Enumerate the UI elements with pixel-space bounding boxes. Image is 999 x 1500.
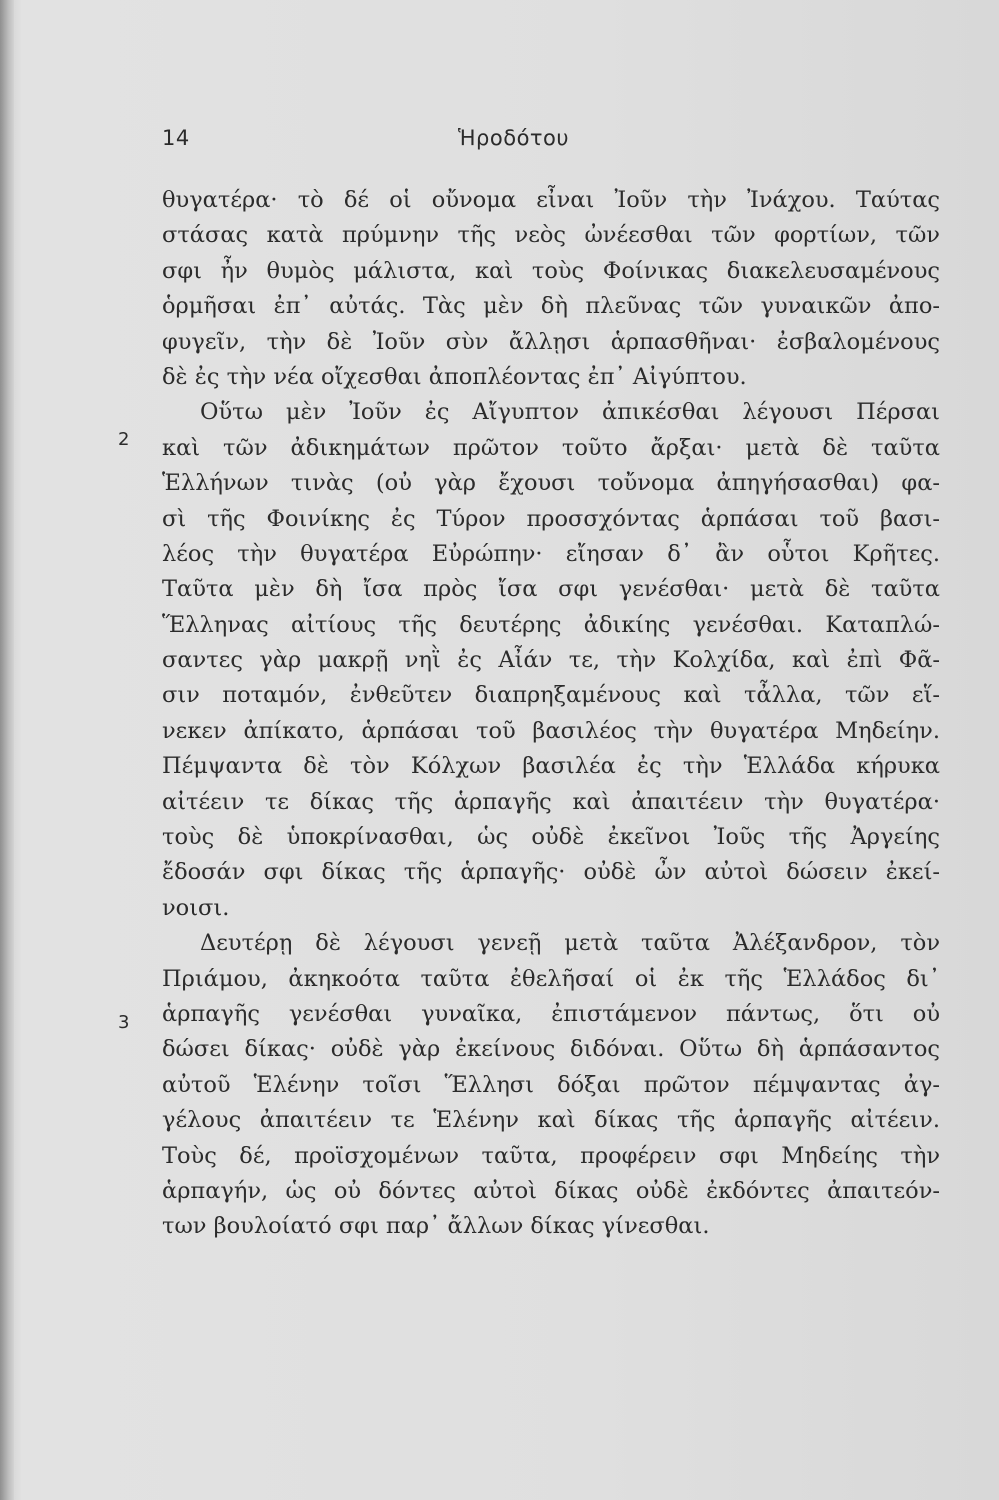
text-line: νεκεν ἀπίκατο, ἁρπάσαι τοῦ βασιλέος τὴν θυγατέρα Μηδείην. <box>162 717 940 744</box>
text-line: αὐτοῦ Ἑλένην τοῖσι Ἕλλησι δόξαι πρῶτον πέμψαντας ἀγ- <box>162 1071 940 1098</box>
text-line: θυγατέρα· τὸ δέ οἱ οὔνομα εἶναι Ἰοῦν τὴν Ἰνάχου. Ταύτας <box>162 187 940 213</box>
section-number-3: 3 <box>118 1012 130 1033</box>
body-text <box>162 183 940 1245</box>
text-line: Πέμψαντα δὲ τὸν Κόλχων βασιλέα ἐς τὴν Ἑλλάδα κήρυκα <box>162 753 940 780</box>
text-line: δώσει δίκας· οὐδὲ γὰρ ἐκείνους διδόναι. Οὕτω δὴ ἁρπάσαντος <box>162 1036 940 1063</box>
text-line: τοὺς δὲ ὑποκρίνασθαι, ὡς οὐδὲ ἐκεῖνοι Ἰοῦς τῆς Ἀργείης <box>162 824 940 851</box>
text-line: ἁρπαγήν, ὡς οὐ δόντες αὐτοὶ δίκας οὐδὲ ἐκδόντες ἀπαιτεόν- <box>162 1177 940 1204</box>
text-line: στάσας κατὰ πρύμνην τῆς νεὸς ὠνέεσθαι τῶν φορτίων, τῶν <box>162 222 940 249</box>
text-line: Ἑλλήνων τινὰς (οὐ γὰρ ἔχουσι τοὔνομα ἀπηγήσασθαι) φα- <box>162 470 940 497</box>
text-line: αἰτέειν τε δίκας τῆς ἁρπαγῆς καὶ ἀπαιτέειν τὴν θυγατέρα· <box>162 788 940 815</box>
running-head <box>162 126 942 156</box>
text-line: σφι ἦν θυμὸς μάλιστα, καὶ τοὺς Φοίνικας διακελευσαμένους <box>162 257 940 284</box>
text-line: γέλους ἀπαιτέειν τε Ἑλένην καὶ δίκας τῆς ἁρπαγῆς αἰτέειν. <box>162 1107 940 1134</box>
text-line: καὶ τῶν ἀδικημάτων πρῶτον τοῦτο ἄρξαι· μετὰ δὲ ταῦτα <box>162 434 940 461</box>
text-line: Δευτέρῃ δὲ λέγουσι γενεῇ μετὰ ταῦτα Ἀλέξανδρον, τὸν <box>200 930 940 957</box>
text-line: των βουλοίατό σφι παρ᾽ ἄλλων δίκας γίνεσθαι. <box>162 1213 710 1240</box>
section-number-2: 2 <box>118 429 130 450</box>
text-line: ὁρμῆσαι ἐπ᾽ αὐτάς. Τὰς μὲν δὴ πλεῦνας τῶν γυναικῶν ἀπο- <box>162 293 940 320</box>
text-line: φυγεῖν, τὴν δὲ Ἰοῦν σὺν ἄλλῃσι ἁρπασθῆναι· ἐσβαλομένους <box>162 328 940 355</box>
text-line: σαντες γὰρ μακρῇ νηῒ ἐς Αἶάν τε, τὴν Κολχίδα, καὶ ἐπὶ Φᾶ- <box>162 647 940 674</box>
text-line: σὶ τῆς Φοινίκης ἐς Τύρον προσσχόντας ἁρπάσαι τοῦ βασι- <box>162 505 940 532</box>
text-line: ἁρπαγῆς γενέσθαι γυναῖκα, ἐπιστάμενον πάντως, ὅτι οὐ <box>162 1000 940 1027</box>
page-binding-edge <box>0 0 14 1500</box>
running-title: Ἡροδότου <box>458 126 570 150</box>
text-line: Πριάμου, ἀκηκοότα ταῦτα ἐθελῆσαί οἱ ἐκ τῆς Ἑλλάδος δι᾽ <box>162 965 940 992</box>
text-line: σιν ποταμόν, ἐνθεῦτεν διαπρηξαμένους καὶ τἆλλα, τῶν εἵ- <box>162 682 940 709</box>
text-line: Ταῦτα μὲν δὴ ἴσα πρὸς ἴσα σφι γενέσθαι· μετὰ δὲ ταῦτα <box>162 576 940 603</box>
text-line: Οὕτω μὲν Ἰοῦν ἐς Αἴγυπτον ἀπικέσθαι λέγουσι Πέρσαι <box>200 399 940 426</box>
text-line: λέος τὴν θυγατέρα Εὐρώπην· εἴησαν δ᾽ ἂν οὗτοι Κρῆτες. <box>162 540 940 567</box>
text-line: Τοὺς δέ, προϊσχομένων ταῦτα, προφέρειν σφι Μηδείης τὴν <box>162 1142 940 1169</box>
text-line: Ἕλληνας αἰτίους τῆς δευτέρης ἀδικίης γενέσθαι. Καταπλώ- <box>162 611 940 638</box>
text-line: νοισι. <box>162 894 230 921</box>
text-line: ἔδοσάν σφι δίκας τῆς ἁρπαγῆς· οὐδὲ ὦν αὐτοὶ δώσειν ἐκεί- <box>162 859 940 886</box>
page-number: 14 <box>162 126 190 150</box>
text-line: δὲ ἐς τὴν νέα οἴχεσθαι ἀποπλέοντας ἐπ᾽ Αἰγύπτου. <box>162 363 747 390</box>
